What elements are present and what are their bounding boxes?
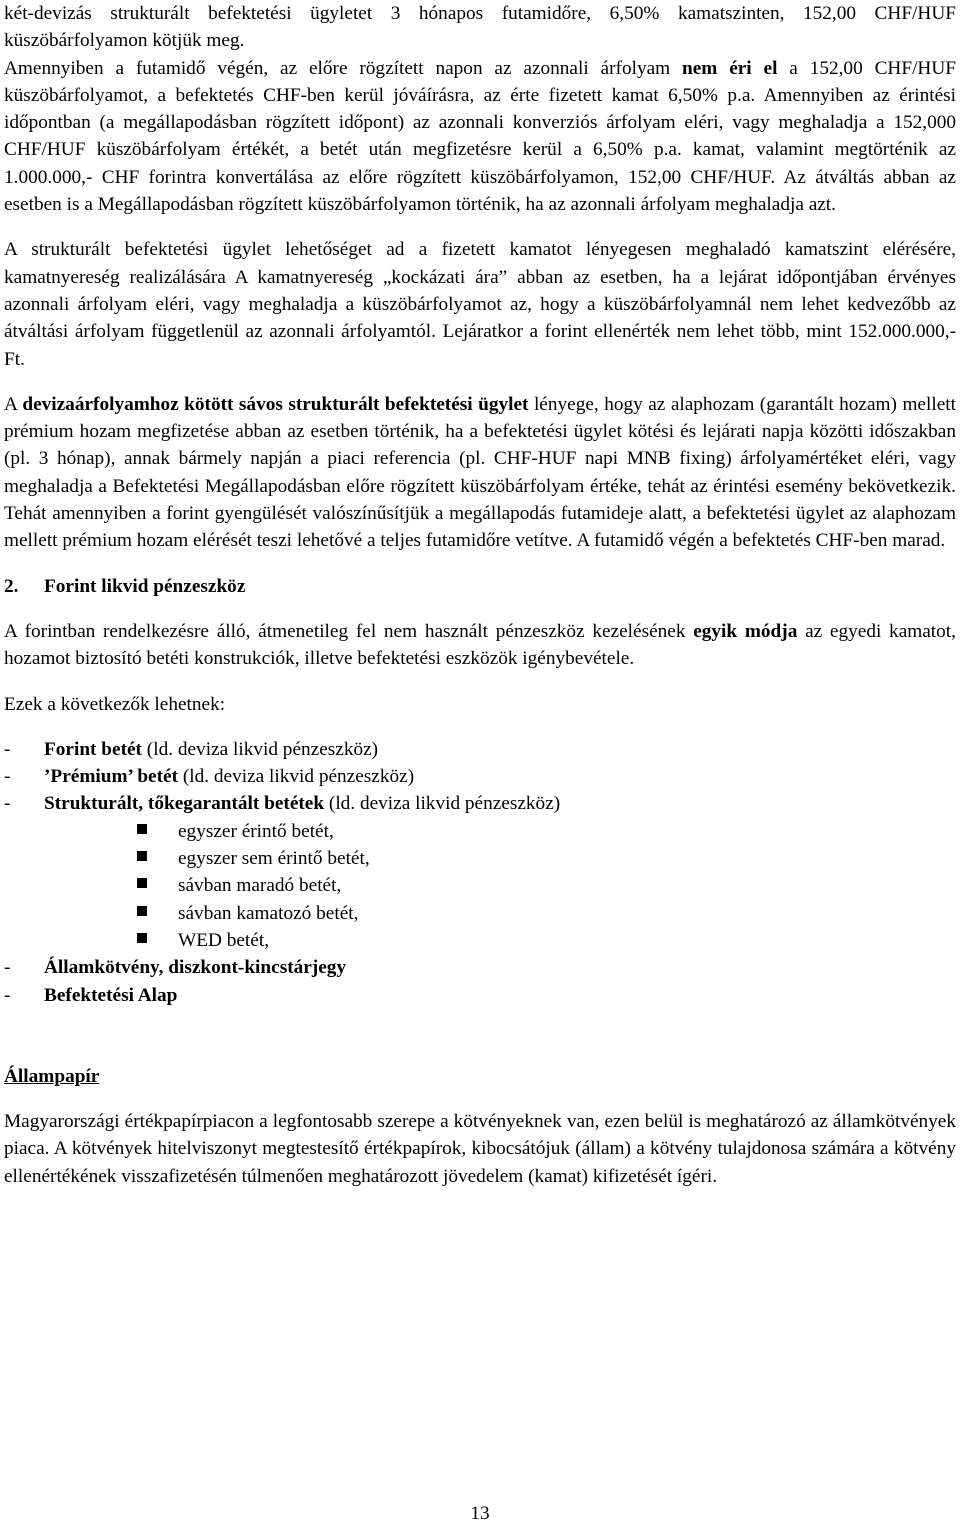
section-heading-2: [4, 573, 956, 600]
list-item: [4, 790, 956, 817]
dash-marker: -: [4, 738, 11, 760]
section-number: 2.: [4, 575, 19, 597]
paragraph-structured-deal: A strukturált befektetési ügylet lehetőséget ad a fizetett kamatot lényegesen meghaladó kamatszint elérésére, kamatnyereség realizálására A kamatnyereség „kockázati ára” abban az esetben, ha a lejárat időpontjában érvényes azonnali árfolyam eléri, vagy meghaladja a küszöbárfolyamot az, hogy a küszöbárfolyamnál nem lehet kedvezőbb az átváltási árfolyam függetlenül az azonnali árfolyamtól. Lejáratkor a forint ellenérték nem lehet több, mint 152.000.000,- Ft.: [4, 239, 956, 370]
sublist-item: [4, 927, 956, 954]
dash-marker: -: [4, 984, 11, 1006]
sublist-item-text: sávban kamatozó betét,: [178, 902, 359, 924]
sublist-item: [4, 872, 956, 899]
square-bullet-icon: [137, 900, 178, 927]
square-bullet-icon: [137, 927, 178, 954]
document-page: [4, 0, 956, 1190]
section-title: Forint likvid pénzeszköz: [44, 575, 246, 597]
list-item: [4, 982, 956, 1009]
paragraph-threshold: [4, 55, 956, 219]
list-item: [4, 954, 956, 981]
list-item-text: Forint betét (ld. deviza likvid pénzeszköz): [44, 738, 379, 760]
bold-phrase: devizaárfolyamhoz kötött sávos strukturált befektetési ügylet: [22, 393, 529, 415]
sublist-item-text: WED betét,: [178, 929, 270, 951]
bold-phrase: egyik módja: [693, 620, 798, 642]
text-segment: az egyedi kamatot, hozamot biztosító betéti konstrukciók, illetve befektetési eszközök igénybevétele.: [4, 620, 956, 670]
paragraph-forint: [4, 618, 956, 673]
list-item: [4, 736, 956, 763]
text-segment: A forintban rendelkezésre álló, átmenetileg fel nem használt pénzeszköz kezelésének: [4, 620, 694, 642]
list-item-text: Strukturált, tőkegarantált betétek (ld. deviza likvid pénzeszköz): [44, 793, 561, 815]
bold-phrase: nem éri el: [682, 57, 778, 79]
list-item-text: Államkötvény, diszkont-kincstárjegy: [44, 957, 347, 979]
text-segment: A: [4, 393, 23, 415]
square-bullet-icon: [137, 845, 178, 872]
dash-marker: -: [4, 957, 11, 979]
paragraph-allampapir: Magyarországi értékpapírpiacon a legfontosabb szerepe a kötvényeknek van, ezen belül is meghatározó az államkötvények piaca. A kötvények hitelviszonyt megtestesítő értékpapírok, kibocsátójuk (állam) a kötvény tulajdonosa számára a kötvény ellenértékének visszafizetésén túlmenően meghatározott jövedelem (kamat) kifizetését ígéri.: [4, 1111, 956, 1187]
list-item-text: ’Prémium’ betét (ld. deviza likvid pénzeszköz): [44, 766, 415, 788]
dash-list: [4, 736, 956, 1009]
list-item: [4, 763, 956, 790]
sublist-item-text: sávban maradó betét,: [178, 875, 342, 897]
section-heading-allampapir: Állampapír: [4, 1065, 100, 1087]
dash-marker: -: [4, 793, 11, 815]
sublist-item-text: egyszer érintő betét,: [178, 820, 334, 842]
dash-marker: -: [4, 766, 11, 788]
text-segment: a 152,00 CHF/HUF küszöbárfolyamot, a befektetés CHF-ben kerül jóváírásra, az érte fizetett kamat 6,50% p.a. Amennyiben az érintési időpontban (a megállapodásban rögzített időpont) az azonnali konverziós árfolyam eléri, vagy meghaladja a 152,000 CHF/HUF küszöbárfolyam értékét, a betét után megfizetésre kerül a 6,50% p.a. kamat, valamint megtörténik az 1.000.000,- CHF forintra konvertálása az előre rögzített küszöbárfolyamon, 152,00 CHF/HUF. Az átváltás abban az esetben is a Megállapodásban rögzített küszöbárfolyamon történik, ha az azonnali árfolyam meghaladja azt.: [4, 57, 957, 216]
paragraph-list-intro: Ezek a következők lehetnek:: [4, 693, 226, 715]
sublist-item-text: egyszer sem érintő betét,: [178, 848, 370, 870]
text-segment: lényege, hogy az alaphozam (garantált hozam) mellett prémium hozam megfizetése abban az esetben történik, ha a befektetési ügylet kötési és lejárati napja közötti időszakban (pl. 3 hónap), annak bármely napján a piaci referencia (pl. CHF-HUF napi MNB fixing) árfolyamértéket eléri, vagy meghaladja a Befektetési Megállapodásban előre rögzített küszöbárfolyam értéke, tehát az érintési esemény bekövetkezik. Tehát amennyiben a forint gyengülését valószínűsítjük a megállapodás futamideje alatt, a befektetési ügylet az alaphozam mellett prémium hozam elérését teszi lehetővé a teljes futamidőre vetítve. A futamidő végén a befektetés CHF-ben marad.: [4, 393, 956, 552]
paragraph-band-deal: [4, 391, 956, 555]
list-item-text: Befektetési Alap: [44, 984, 178, 1006]
paragraph-intro: két-devizás strukturált befektetési ügyletet 3 hónapos futamidőre, 6,50% kamatszinten, 152,00 CHF/HUF küszöbárfolyamon kötjük meg.: [4, 3, 956, 52]
square-bullet-icon: [137, 818, 178, 845]
sublist-item: [4, 845, 956, 872]
sublist-item: [4, 900, 956, 927]
text-segment: Amennyiben a futamidő végén, az előre rögzített napon az azonnali árfolyam: [4, 57, 682, 79]
sublist-item: [4, 818, 956, 845]
page-number: 13: [470, 1503, 490, 1524]
square-bullet-icon: [137, 872, 178, 899]
